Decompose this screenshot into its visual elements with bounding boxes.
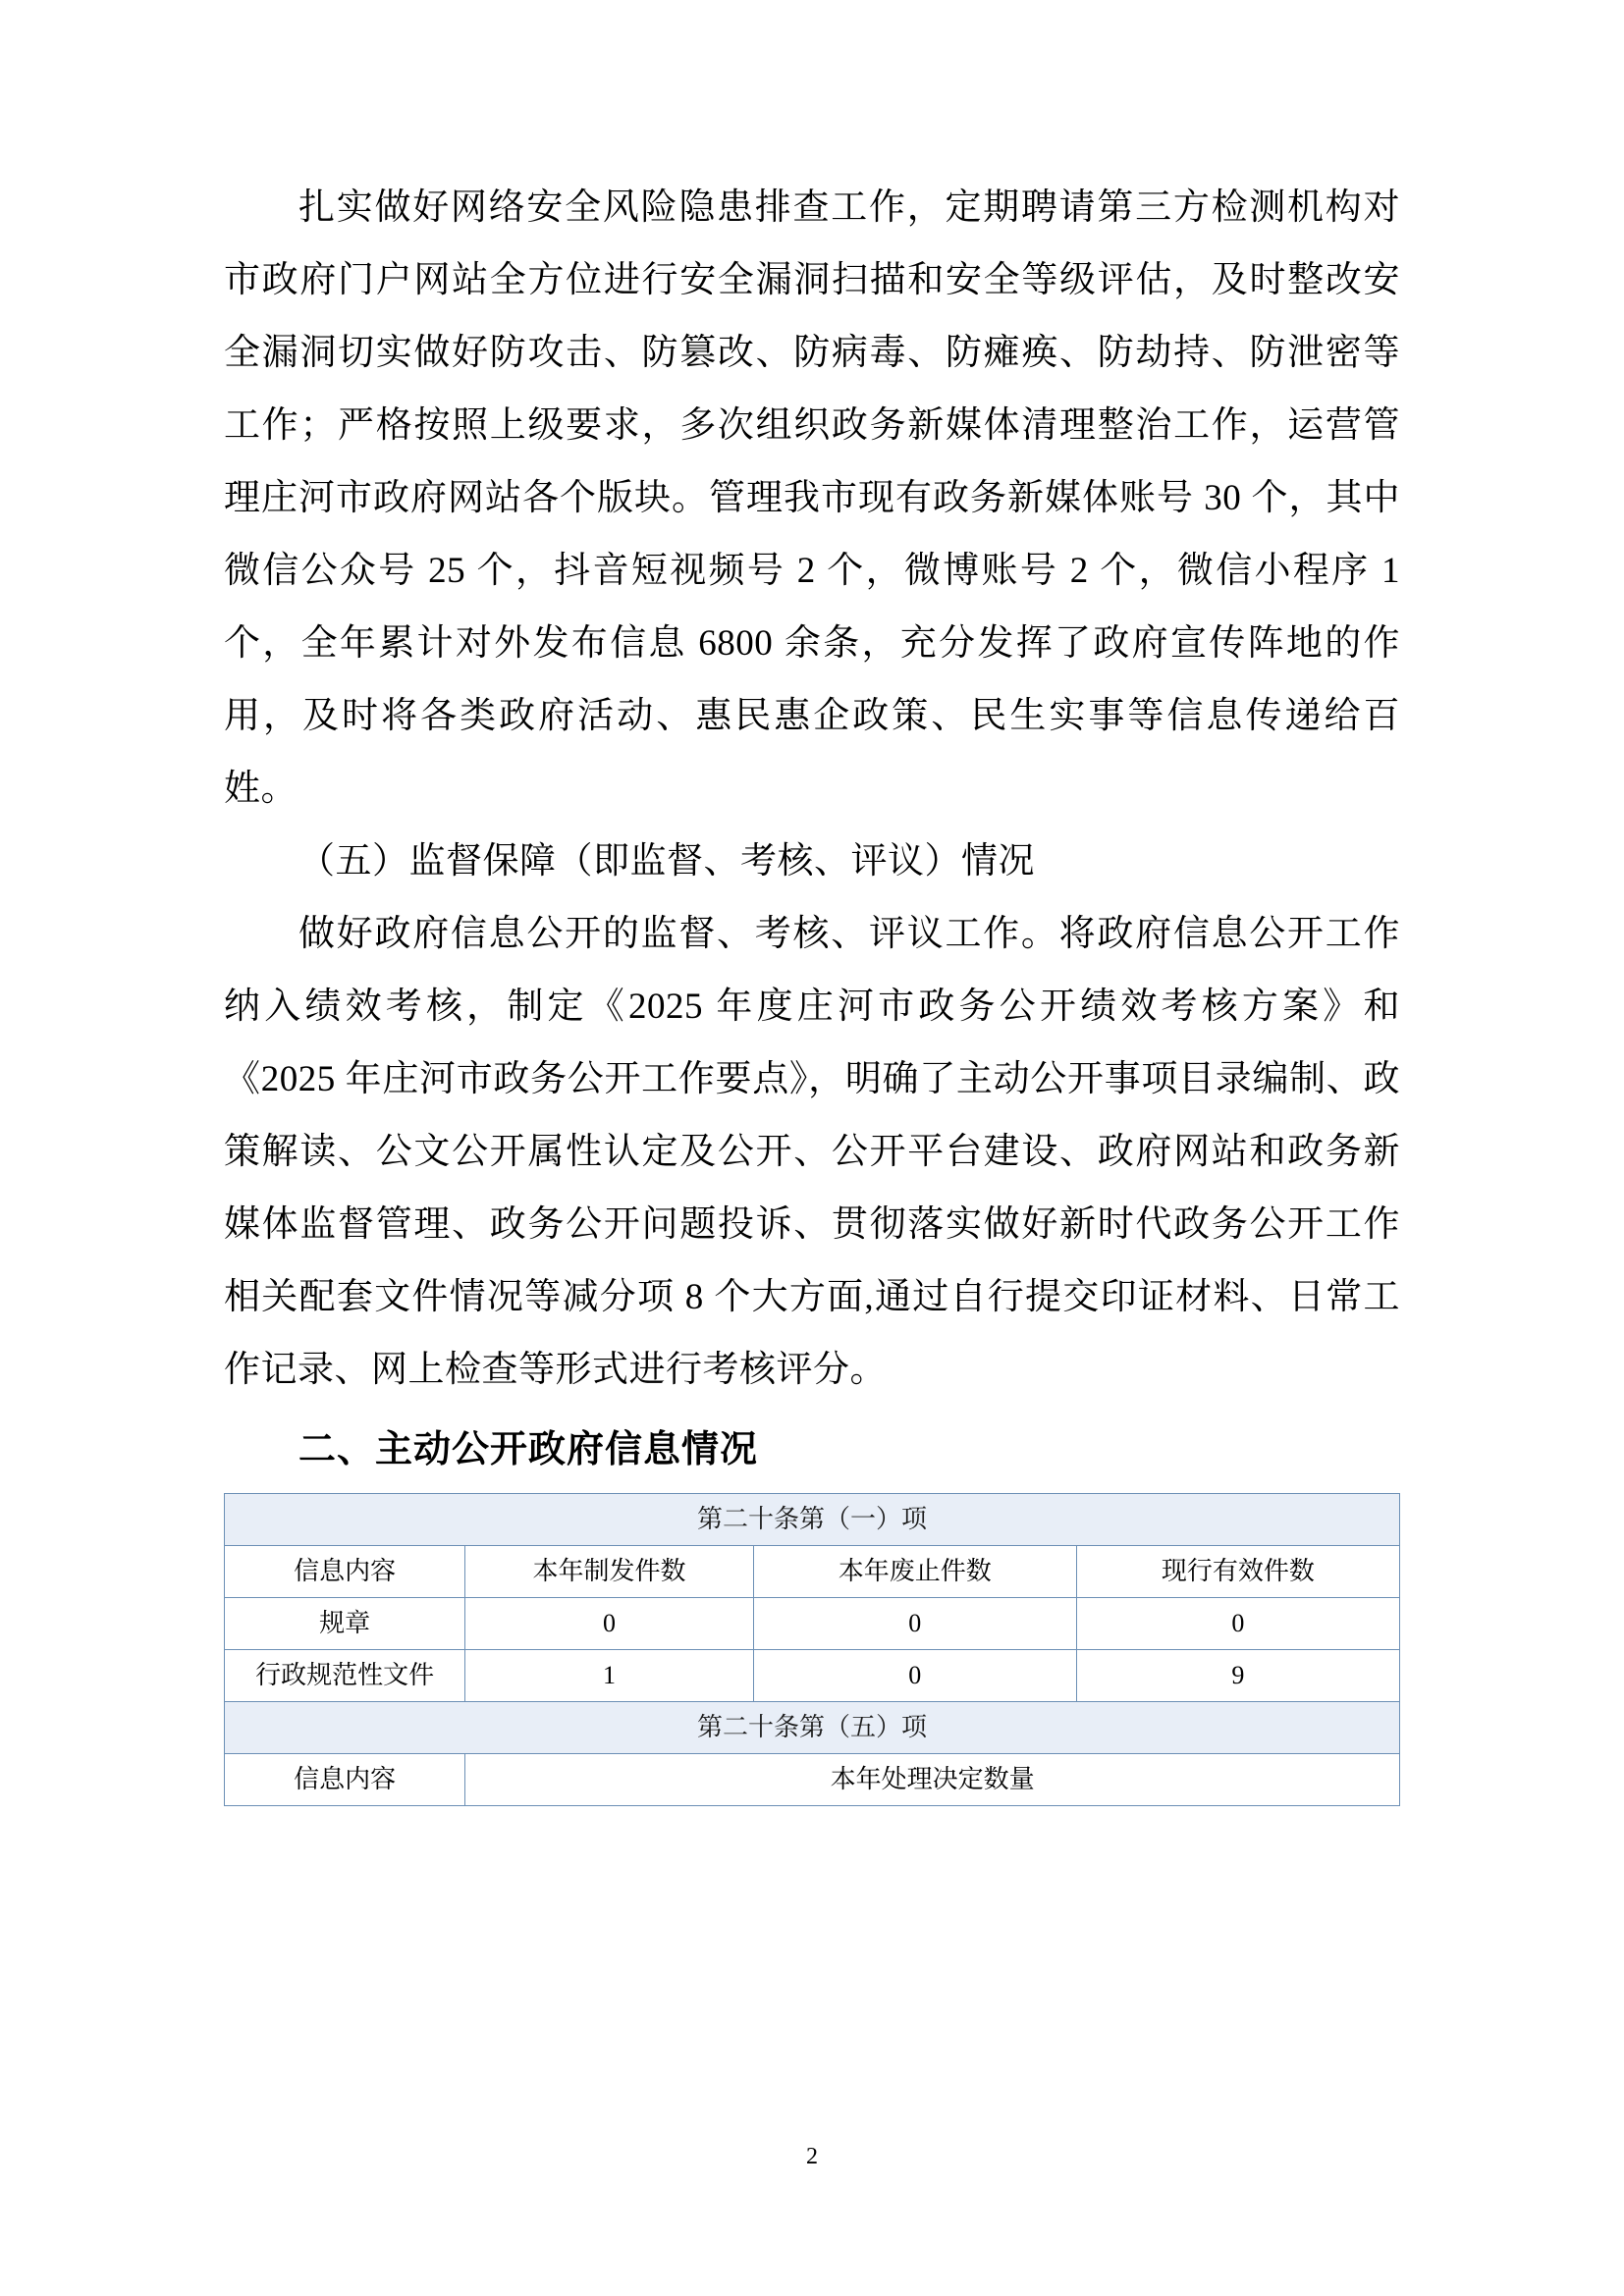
cell-regulations-effective: 0 [1076,1598,1399,1650]
cell-normative-abolished: 0 [753,1650,1076,1702]
column-header-issued-this-year: 本年制发件数 [465,1546,753,1598]
section-heading-two: 二、主动公开政府信息情况 [298,1427,759,1470]
column-header-info-content-2: 信息内容 [225,1754,465,1806]
row-label-regulations: 规章 [225,1598,465,1650]
government-info-disclosure-table [224,1493,1400,1806]
table-row-section-one-header [225,1494,1400,1546]
paragraph-section-five-title: （五）监督保障（即监督、考核、评议）情况 [298,841,1035,881]
table-row [225,1598,1400,1650]
cell-normative-effective: 9 [1076,1650,1399,1702]
info-table-wrapper [224,1493,1400,1806]
cell-normative-issued: 1 [465,1650,753,1702]
paragraph-supervision: 做好政府信息公开的监督、考核、评议工作。将政府信息公开工作纳入绩效考核，制定《2025 年度庄河市政务公开绩效考核方案》和《2025 年庄河市政务公开工作要点》，明确了主动公开事项目录编制、政策解读、公文公开属性认定及公开、公开平台建设、政府网站和政务新媒体监督管理、政务公开问题投诉、贯彻落实做好新时代政务公开工作相关配套文件情况等减分项 8 个大方面,通过自行提交印证材料、日常工作记录、网上检查等形式进行考核评分。 [224,914,1400,1390]
column-header-info-content: 信息内容 [225,1546,465,1598]
column-header-abolished-this-year: 本年废止件数 [753,1546,1076,1598]
paragraph-network-security: 扎实做好网络安全风险隐患排查工作，定期聘请第三方检测机构对市政府门户网站全方位进行安全漏洞扫描和安全等级评估，及时整改安全漏洞切实做好防攻击、防篡改、防病毒、防瘫痪、防劫持、防泄密等工作；严格按照上级要求，多次组织政务新媒体清理整治工作，运营管理庄河市政府网站各个版块。管理我市现有政务新媒体账号 30 个，其中微信公众号 25 个，抖音短视频号 2 个，微博账号 2 个，微信小程序 1 个，全年累计对外发布信息 6800 余条，充分发挥了政府宣传阵地的作用，及时将各类政府活动、惠民惠企政策、民生实事等信息传递给百姓。 [224,187,1400,809]
column-header-decisions-this-year: 本年处理决定数量 [465,1754,1400,1806]
cell-regulations-issued: 0 [465,1598,753,1650]
page-number: 2 [806,2144,818,2169]
table-row [225,1650,1400,1702]
table-row-column-headers [225,1546,1400,1598]
section-five-title: 第二十条第（五）项 [225,1702,1400,1754]
section-one-title: 第二十条第（一）项 [225,1494,1400,1546]
cell-regulations-abolished: 0 [753,1598,1076,1650]
row-label-normative-documents: 行政规范性文件 [225,1650,465,1702]
table-row-section-five-columns [225,1754,1400,1806]
column-header-currently-effective: 现行有效件数 [1076,1546,1399,1598]
table-row-section-five-header [225,1702,1400,1754]
